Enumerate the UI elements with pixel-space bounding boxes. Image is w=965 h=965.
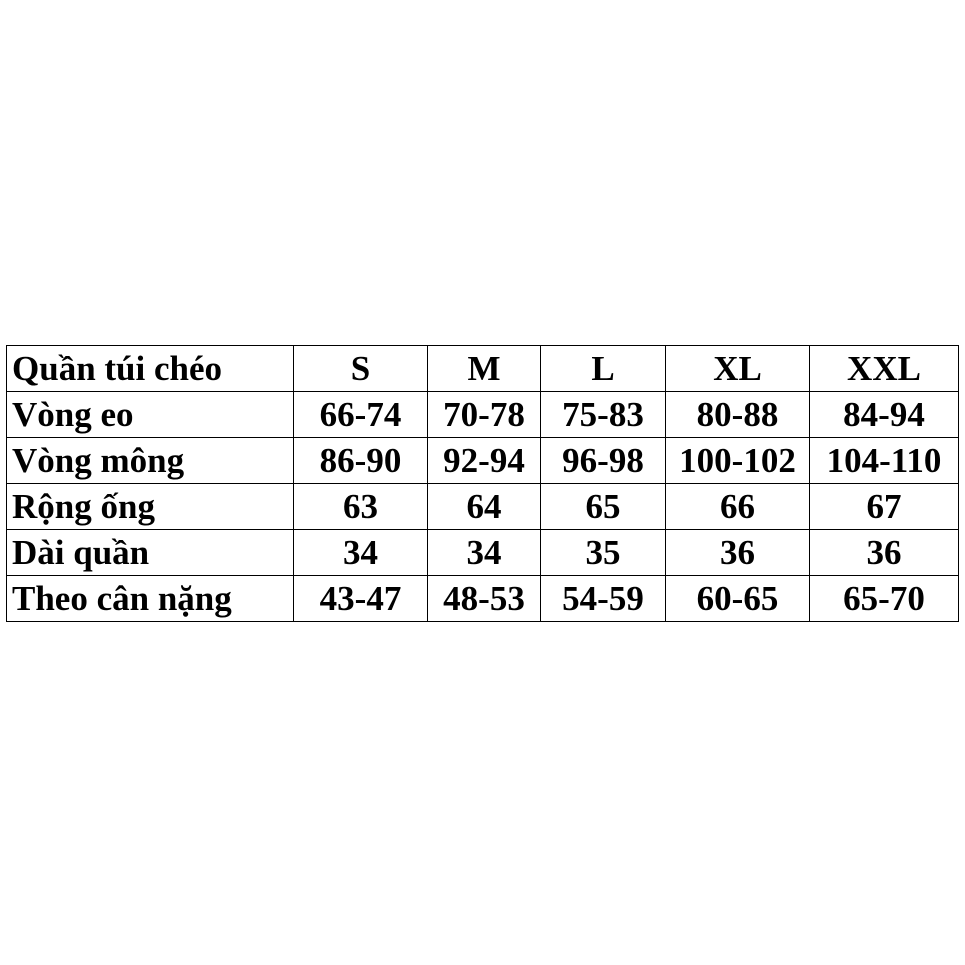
table-cell: 48-53 [428, 576, 541, 622]
table-cell: 67 [810, 484, 959, 530]
table-cell: 64 [428, 484, 541, 530]
table-cell: 36 [810, 530, 959, 576]
header-size-xl: XL [666, 346, 810, 392]
table-cell: 54-59 [541, 576, 666, 622]
table-cell: 70-78 [428, 392, 541, 438]
row-label: Vòng mông [7, 438, 294, 484]
table-cell: 34 [294, 530, 428, 576]
table-cell: 36 [666, 530, 810, 576]
row-label: Rộng ống [7, 484, 294, 530]
row-label: Dài quần [7, 530, 294, 576]
table-row-weight [7, 576, 959, 622]
table-cell: 60-65 [666, 576, 810, 622]
table-cell: 66-74 [294, 392, 428, 438]
header-size-m: M [428, 346, 541, 392]
table-cell: 65 [541, 484, 666, 530]
table-cell: 84-94 [810, 392, 959, 438]
table-cell: 34 [428, 530, 541, 576]
table-cell: 63 [294, 484, 428, 530]
header-size-l: L [541, 346, 666, 392]
table-header-row [7, 346, 959, 392]
table-cell: 35 [541, 530, 666, 576]
table-cell: 100-102 [666, 438, 810, 484]
header-size-xxl: XXL [810, 346, 959, 392]
header-size-s: S [294, 346, 428, 392]
table-cell: 80-88 [666, 392, 810, 438]
header-product-name: Quần túi chéo [7, 346, 294, 392]
table-cell: 104-110 [810, 438, 959, 484]
size-chart-table [6, 345, 959, 622]
table-cell: 75-83 [541, 392, 666, 438]
table-cell: 86-90 [294, 438, 428, 484]
table-cell: 92-94 [428, 438, 541, 484]
row-label: Theo cân nặng [7, 576, 294, 622]
table-cell: 96-98 [541, 438, 666, 484]
table-row-waist [7, 392, 959, 438]
table-cell: 66 [666, 484, 810, 530]
row-label: Vòng eo [7, 392, 294, 438]
table-cell: 65-70 [810, 576, 959, 622]
table-row-hip [7, 438, 959, 484]
table-row-leg-opening [7, 484, 959, 530]
table-cell: 43-47 [294, 576, 428, 622]
table-row-length [7, 530, 959, 576]
